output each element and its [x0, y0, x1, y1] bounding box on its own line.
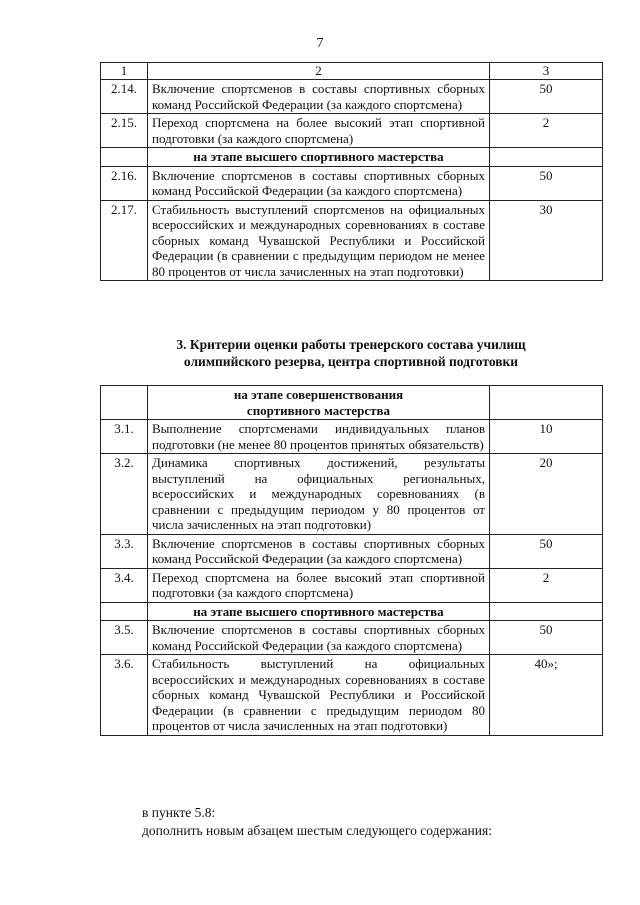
- criterion-number: 2.14.: [101, 80, 148, 114]
- criteria-table-continued: [100, 62, 603, 281]
- criterion-points: 40»;: [490, 655, 603, 736]
- stage-spacer-cell: [490, 148, 603, 167]
- stage-spacer-cell: [101, 386, 148, 420]
- criterion-number: 3.3.: [101, 534, 148, 568]
- criterion-number: 3.1.: [101, 420, 148, 454]
- stage-heading: на этапе высшего спортивного мастерства: [148, 148, 490, 167]
- table-row: [101, 200, 603, 281]
- column-number-2: 2: [148, 63, 490, 80]
- criterion-number: 2.17.: [101, 200, 148, 281]
- criterion-text: Переход спортсмена на более высокий этап спортивной подготовки (за каждого спортсмена): [148, 568, 490, 602]
- criterion-number: 2.16.: [101, 166, 148, 200]
- table-row: [101, 80, 603, 114]
- criterion-text: Динамика спортивных достижений, результаты выступлений на официальных региональных, всероссийских и международных соревнованиях (в сравнении с предыдущим периодом у 80 процентов от числа зачисленных на этап подготовки): [148, 454, 490, 535]
- table-row: [101, 534, 603, 568]
- criterion-points: 20: [490, 454, 603, 535]
- criterion-number: 3.5.: [101, 621, 148, 655]
- criterion-text: Включение спортсменов в составы спортивных сборных команд Российской Федерации (за каждого спортсмена): [148, 534, 490, 568]
- stage-spacer-cell: [490, 602, 603, 621]
- stage-spacer-cell: [101, 602, 148, 621]
- table-row: [101, 454, 603, 535]
- criterion-points: 10: [490, 420, 603, 454]
- stage-heading: на этапе совершенствования спортивного мастерства: [148, 386, 490, 420]
- criterion-number: 3.4.: [101, 568, 148, 602]
- criterion-text: Стабильность выступлений на официальных всероссийских и международных соревнованиях в составе сборных команд Чувашской Республики и Российской Федерации (в сравнении с предыдущим периодом 80 процентов от числа зачисленных на этап подготовки): [148, 655, 490, 736]
- table-row: [101, 166, 603, 200]
- criterion-text: Включение спортсменов в составы спортивных сборных команд Российской Федерации (за каждого спортсмена): [148, 166, 490, 200]
- column-number-3: 3: [490, 63, 603, 80]
- criterion-text: Стабильность выступлений спортсменов на официальных всероссийских и международных соревнованиях в составе сборных команд Чувашской Республики и Российской Федерации (в сравнении с предыдущим периодом не менее 80 процентов от числа зачисленных на этап подготовки): [148, 200, 490, 281]
- column-number-row: [101, 63, 603, 80]
- stage-spacer-cell: [490, 386, 603, 420]
- amendment-instruction-line: дополнить новым абзацем шестым следующего содержания:: [142, 823, 492, 838]
- stage-heading: на этапе высшего спортивного мастерства: [148, 602, 490, 621]
- criterion-points: 2: [490, 568, 603, 602]
- criterion-text: Включение спортсменов в составы спортивных сборных команд Российской Федерации (за каждого спортсмена): [148, 621, 490, 655]
- stage-row: [101, 148, 603, 167]
- criterion-number: 3.6.: [101, 655, 148, 736]
- criterion-number: 3.2.: [101, 454, 148, 535]
- criterion-text: Включение спортсменов в составы спортивных сборных команд Российской Федерации (за каждого спортсмена): [148, 80, 490, 114]
- page-number: 7: [316, 36, 324, 51]
- criterion-text: Переход спортсмена на более высокий этап спортивной подготовки (за каждого спортсмена): [148, 114, 490, 148]
- criterion-points: 50: [490, 621, 603, 655]
- stage-spacer-cell: [101, 148, 148, 167]
- criterion-points: 50: [490, 80, 603, 114]
- section-heading-line: 3. Критерии оценки работы тренерского состава училищ: [176, 337, 526, 352]
- table-row: [101, 621, 603, 655]
- criterion-text: Выполнение спортсменами индивидуальных планов подготовки (не менее 80 процентов принятых обязательств): [148, 420, 490, 454]
- criteria-table-section-3: [100, 385, 603, 736]
- section-heading-line: олимпийского резерва, центра спортивной подготовки: [183, 354, 519, 369]
- table-row: [101, 655, 603, 736]
- column-number-1: 1: [101, 63, 148, 80]
- stage-row: [101, 602, 603, 621]
- table-row: [101, 420, 603, 454]
- section-heading: [100, 336, 602, 370]
- criterion-points: 50: [490, 166, 603, 200]
- stage-row: [101, 386, 603, 420]
- criterion-points: 2: [490, 114, 603, 148]
- criterion-points: 50: [490, 534, 603, 568]
- table-row: [101, 114, 603, 148]
- criterion-points: 30: [490, 200, 603, 281]
- table-row: [101, 568, 603, 602]
- amendment-point-line: в пункте 5.8:: [142, 805, 216, 820]
- criterion-number: 2.15.: [101, 114, 148, 148]
